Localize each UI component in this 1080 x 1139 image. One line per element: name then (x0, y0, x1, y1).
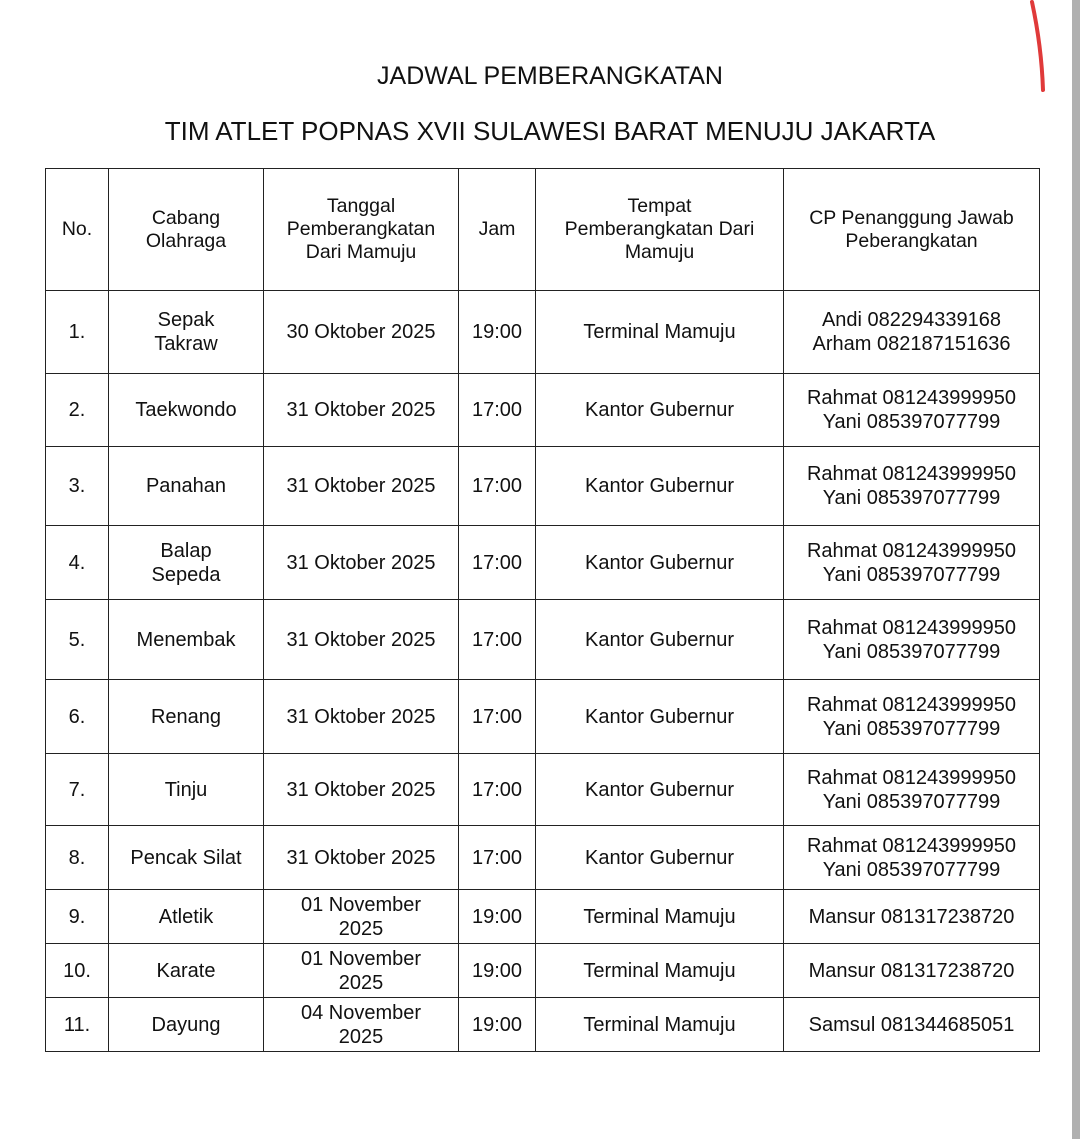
cell-cabang (109, 600, 264, 680)
table-row (46, 890, 1040, 944)
header-text: CP Penanggung Jawab (809, 206, 1014, 229)
cell-no: 3. (46, 447, 109, 526)
cell-cp-line: Arham 082187151636 (812, 333, 1011, 355)
cell-cp (784, 944, 1040, 998)
cell-tanggal (264, 680, 459, 754)
header-tempat (536, 169, 784, 291)
cell-cabang-line: Atletik (158, 905, 214, 928)
cell-cabang-line: Balap (160, 539, 212, 562)
cell-jam: 17:00 (459, 826, 536, 890)
cell-tempat: Kantor Gubernur (536, 526, 784, 600)
cell-tempat: Terminal Mamuju (536, 291, 784, 374)
table-row (46, 754, 1040, 826)
cell-jam: 19:00 (459, 944, 536, 998)
cell-tanggal-line: 01 November (300, 893, 422, 916)
header-text: Dari Mamuju (305, 241, 417, 263)
header-text: Tanggal (326, 195, 396, 217)
cell-no: 8. (46, 826, 109, 890)
cell-cp (784, 998, 1040, 1052)
cell-cp (784, 680, 1040, 754)
cell-cabang (109, 826, 264, 890)
cell-jam: 19:00 (459, 890, 536, 944)
cell-tempat: Kantor Gubernur (536, 374, 784, 447)
header-tanggal (264, 169, 459, 291)
cell-cabang (109, 374, 264, 447)
cell-cabang (109, 447, 264, 526)
table-row (46, 526, 1040, 600)
header-text: Olahraga (145, 229, 227, 252)
table-header-row (46, 169, 1040, 291)
cell-jam: 19:00 (459, 998, 536, 1052)
cell-cabang (109, 291, 264, 374)
cell-tempat: Terminal Mamuju (536, 998, 784, 1052)
cell-tanggal-line: 2025 (338, 971, 384, 994)
table-row (46, 600, 1040, 680)
table-row (46, 447, 1040, 526)
cell-tanggal-line: 2025 (338, 1025, 384, 1048)
cell-tanggal-line: 04 November (300, 1001, 422, 1024)
cell-cp (784, 754, 1040, 826)
cell-cp-line: Rahmat 081243999950 (806, 616, 1017, 639)
cell-tanggal (264, 998, 459, 1052)
cell-tanggal-line: 30 Oktober 2025 (286, 321, 436, 343)
cell-tempat: Kantor Gubernur (536, 826, 784, 890)
cell-cabang (109, 890, 264, 944)
cell-tanggal-line: 31 Oktober 2025 (286, 705, 436, 728)
cell-cp-line: Yani 085397077799 (822, 411, 1001, 433)
cell-jam: 17:00 (459, 680, 536, 754)
cell-tanggal (264, 890, 459, 944)
cell-cp-line: Yani 085397077799 (822, 640, 1001, 663)
cell-tanggal (264, 754, 459, 826)
cell-no: 10. (46, 944, 109, 998)
cell-cp-line: Andi 082294339168 (821, 309, 1002, 331)
header-text: Pemberangkatan Dari (564, 218, 755, 240)
cell-jam: 17:00 (459, 526, 536, 600)
header-text: Cabang (151, 206, 221, 229)
cell-cabang-line: Taekwondo (135, 399, 237, 421)
cell-cp-line: Yani 085397077799 (822, 790, 1001, 813)
cell-jam: 17:00 (459, 600, 536, 680)
cell-tempat: Kantor Gubernur (536, 754, 784, 826)
cell-cp (784, 447, 1040, 526)
header-text: Jam (478, 218, 516, 240)
cell-cp-line: Yani 085397077799 (822, 487, 1001, 509)
cell-cabang (109, 680, 264, 754)
header-cp (784, 169, 1040, 291)
header-text: Tempat (627, 195, 692, 217)
table-row (46, 680, 1040, 754)
cell-cabang (109, 944, 264, 998)
cell-tanggal (264, 826, 459, 890)
document-subtitle: TIM ATLET POPNAS XVII SULAWESI BARAT MENUJU JAKARTA (164, 116, 936, 146)
cell-tanggal-line: 01 November (300, 947, 422, 970)
cell-tanggal (264, 944, 459, 998)
cell-cabang-line: Sepeda (151, 563, 221, 586)
cell-cp (784, 826, 1040, 890)
header-cabang (109, 169, 264, 291)
header-text: Peberangkatan (845, 229, 978, 252)
cell-no: 2. (46, 374, 109, 447)
cell-cp-line: Rahmat 081243999950 (806, 463, 1017, 485)
table-row (46, 944, 1040, 998)
cell-tempat: Kantor Gubernur (536, 600, 784, 680)
cell-cabang-line: Karate (156, 959, 216, 982)
cell-cabang-line: Dayung (151, 1013, 221, 1036)
cell-no: 1. (46, 291, 109, 374)
cell-cabang-line: Takraw (154, 333, 218, 355)
cell-no: 5. (46, 600, 109, 680)
cell-tanggal-line: 31 Oktober 2025 (286, 778, 436, 801)
red-pen-mark (1028, 0, 1058, 95)
schedule-table (45, 168, 1040, 1052)
cell-cp-line: Mansur 081317238720 (808, 959, 1015, 982)
table-row (46, 998, 1040, 1052)
cell-cp-line: Rahmat 081243999950 (806, 387, 1017, 409)
cell-cp (784, 374, 1040, 447)
cell-cabang-line: Sepak (157, 309, 215, 331)
cell-tanggal-line: 31 Oktober 2025 (286, 551, 436, 574)
header-text: Mamuju (624, 241, 695, 263)
cell-cabang (109, 754, 264, 826)
cell-cp (784, 600, 1040, 680)
cell-no: 4. (46, 526, 109, 600)
cell-tempat: Terminal Mamuju (536, 890, 784, 944)
cell-cp-line: Yani 085397077799 (822, 563, 1001, 586)
cell-tanggal-line: 31 Oktober 2025 (286, 399, 436, 421)
cell-jam: 17:00 (459, 374, 536, 447)
cell-cabang-line: Pencak Silat (130, 846, 242, 869)
cell-no: 7. (46, 754, 109, 826)
cell-tanggal-line: 31 Oktober 2025 (286, 846, 436, 869)
cell-jam: 17:00 (459, 447, 536, 526)
cell-cp-line: Mansur 081317238720 (808, 905, 1015, 928)
cell-cp (784, 890, 1040, 944)
cell-tempat: Kantor Gubernur (536, 680, 784, 754)
cell-cp-line: Yani 085397077799 (822, 717, 1001, 740)
cell-tanggal (264, 526, 459, 600)
cell-jam: 19:00 (459, 291, 536, 374)
cell-no: 6. (46, 680, 109, 754)
cell-cabang-line: Panahan (145, 475, 227, 497)
table-row (46, 826, 1040, 890)
header-text: No. (61, 218, 93, 240)
table-row (46, 374, 1040, 447)
cell-cabang (109, 526, 264, 600)
cell-tanggal-line: 31 Oktober 2025 (286, 475, 436, 497)
cell-tanggal-line: 2025 (338, 917, 384, 940)
cell-cp (784, 526, 1040, 600)
cell-tanggal (264, 291, 459, 374)
cell-tanggal (264, 374, 459, 447)
cell-cp-line: Rahmat 081243999950 (806, 693, 1017, 716)
table-row (46, 291, 1040, 374)
header-text: Pemberangkatan (286, 218, 436, 240)
cell-tanggal (264, 447, 459, 526)
cell-cp-line: Rahmat 081243999950 (806, 834, 1017, 857)
cell-cabang-line: Tinju (164, 778, 208, 801)
cell-no: 11. (46, 998, 109, 1052)
cell-tempat: Terminal Mamuju (536, 944, 784, 998)
cell-cabang-line: Renang (150, 705, 222, 728)
cell-jam: 17:00 (459, 754, 536, 826)
cell-cp-line: Rahmat 081243999950 (806, 539, 1017, 562)
cell-cp-line: Yani 085397077799 (822, 858, 1001, 881)
cell-cp (784, 291, 1040, 374)
document-title: JADWAL PEMBERANGKATAN (377, 62, 723, 90)
cell-tanggal-line: 31 Oktober 2025 (286, 628, 436, 651)
cell-cabang (109, 998, 264, 1052)
cell-tanggal (264, 600, 459, 680)
scrollbar[interactable] (1072, 0, 1080, 1139)
cell-cabang-line: Menembak (136, 628, 236, 651)
cell-no: 9. (46, 890, 109, 944)
header-jam (459, 169, 536, 291)
header-no (46, 169, 109, 291)
cell-tempat: Kantor Gubernur (536, 447, 784, 526)
cell-cp-line: Samsul 081344685051 (808, 1013, 1015, 1036)
cell-cp-line: Rahmat 081243999950 (806, 766, 1017, 789)
